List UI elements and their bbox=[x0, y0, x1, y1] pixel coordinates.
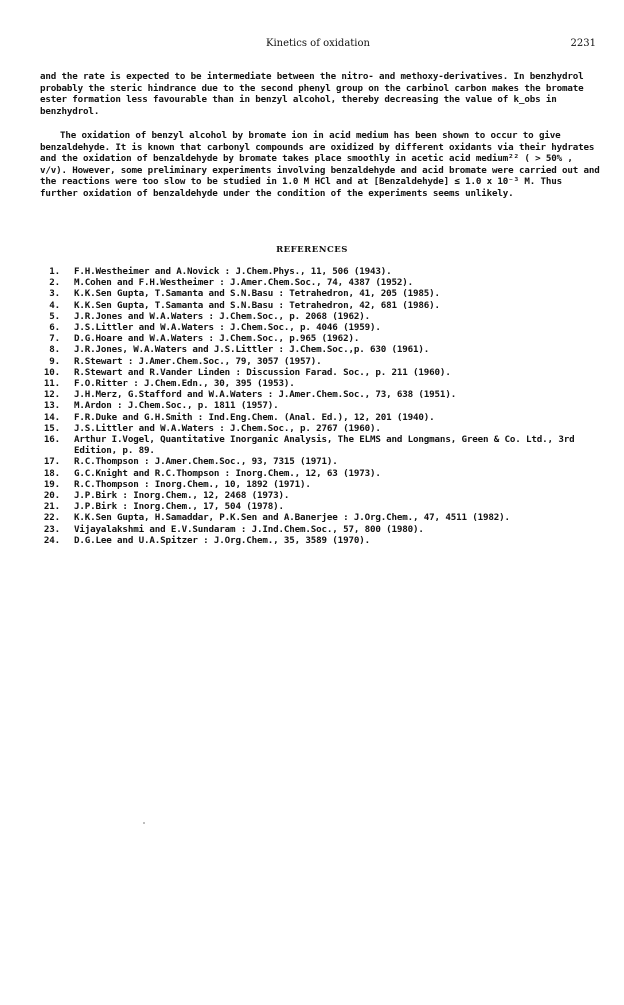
reference-text: M.Cohen and F.H.Westheimer : J.Amer.Chem.Soc., 74, 4387 (1952). bbox=[74, 277, 414, 289]
reference-number: 23. bbox=[43, 523, 60, 535]
reference-text: D.G.Lee and U.A.Spitzer : J.Org.Chem., 35, 3589 (1970). bbox=[74, 534, 370, 546]
reference-text: F.R.Duke and G.H.Smith : Ind.Eng.Chem. (Anal. Ed.), 12, 201 (1940). bbox=[74, 411, 435, 423]
page-header bbox=[40, 38, 596, 52]
reference-number: 21. bbox=[43, 501, 60, 513]
reference-text: G.C.Knight and R.C.Thompson : Inorg.Chem., 12, 63 (1973). bbox=[74, 467, 381, 479]
reference-item bbox=[40, 479, 600, 490]
reference-number: 22. bbox=[43, 512, 60, 524]
reference-text: J.H.Merz, G.Stafford and W.A.Waters : J.Amer.Chem.Soc., 73, 638 (1951). bbox=[74, 389, 457, 401]
reference-text: Vijayalakshmi and E.V.Sundaram : J.Ind.Chem.Soc., 57, 800 (1980). bbox=[74, 523, 424, 535]
reference-item bbox=[40, 501, 600, 512]
reference-number: 6. bbox=[49, 322, 60, 334]
reference-text: J.R.Jones and W.A.Waters : J.Chem.Soc., p. 2068 (1962). bbox=[74, 310, 370, 322]
reference-text: R.Stewart and R.Vander Linden : Discussion Farad. Soc., p. 211 (1960). bbox=[74, 366, 451, 378]
reference-number: 17. bbox=[43, 456, 60, 468]
reference-item bbox=[40, 512, 600, 523]
reference-text: K.K.Sen Gupta, T.Samanta and S.N.Basu : Tetrahedron, 42, 681 (1986). bbox=[74, 299, 440, 311]
scan-speck bbox=[143, 822, 145, 824]
reference-text: J.P.Birk : Inorg.Chem., 12, 2468 (1973). bbox=[74, 490, 290, 502]
reference-item bbox=[40, 535, 600, 546]
reference-text: R.C.Thompson : J.Amer.Chem.Soc., 93, 7315 (1971). bbox=[74, 456, 338, 468]
reference-item bbox=[40, 456, 600, 467]
reference-item bbox=[40, 356, 600, 367]
reference-text: D.G.Hoare and W.A.Waters : J.Chem.Soc., p.965 (1962). bbox=[74, 333, 360, 345]
body-paragraph-2: The oxidation of benzyl alcohol by bromate ion in acid medium has been shown to occur to give benzaldehyde. It is known that carbonyl compounds are oxidized by different oxidants via their hydrates and the oxidation of benzaldehyde by bromate takes place smoothly in acetic acid medium²² ( > 50% , v/v). However, some preliminary experiments involving benzaldehyde and acid bromate were carried out and the reactions were too slow to be studied in 1.0 M HCl and at [Benzaldehyde] ≤ 1.0 x 10⁻³ M. Thus further oxidation of benzaldehyde under the condition of the experiments seems unlikely. bbox=[40, 130, 600, 199]
reference-text: R.Stewart : J.Amer.Chem.Soc., 79, 3057 (1957). bbox=[74, 355, 322, 367]
reference-number: 7. bbox=[49, 333, 60, 345]
reference-number: 5. bbox=[49, 310, 60, 322]
reference-text: F.O.Ritter : J.Chem.Edn., 30, 395 (1953). bbox=[74, 378, 295, 390]
reference-number: 24. bbox=[43, 534, 60, 546]
reference-number: 14. bbox=[43, 411, 60, 423]
reference-number: 1. bbox=[49, 266, 60, 277]
reference-item bbox=[40, 434, 600, 456]
reference-text: Arthur I.Vogel, Quantitative Inorganic Analysis, The ELMS and Longmans, Green & Co. Ltd., 3rd Edition, p. 89. bbox=[74, 434, 575, 457]
reference-number: 10. bbox=[43, 366, 60, 378]
reference-text: K.K.Sen Gupta, T.Samanta and S.N.Basu : Tetrahedron, 41, 205 (1985). bbox=[74, 288, 440, 300]
reference-item bbox=[40, 322, 600, 333]
reference-item bbox=[40, 266, 600, 277]
reference-item bbox=[40, 344, 600, 355]
reference-number: 9. bbox=[49, 355, 60, 367]
reference-item bbox=[40, 333, 600, 344]
references-list bbox=[40, 266, 600, 546]
body-paragraph-1: and the rate is expected to be intermediate between the nitro- and methoxy-derivatives. In benzhydrol probably the steric hindrance due to the second phenyl group on the carbinol carbon makes the bromate ester formation less favourable than in benzyl alcohol, thereby decreasing the value of k_obs in benzhydrol. bbox=[40, 71, 584, 117]
reference-item bbox=[40, 300, 600, 311]
reference-item bbox=[40, 400, 600, 411]
reference-item bbox=[40, 378, 600, 389]
reference-item bbox=[40, 468, 600, 479]
reference-text: R.C.Thompson : Inorg.Chem., 10, 1892 (1971). bbox=[74, 478, 311, 490]
reference-item bbox=[40, 389, 600, 400]
reference-number: 2. bbox=[49, 277, 60, 289]
reference-number: 18. bbox=[43, 467, 60, 479]
reference-number: 20. bbox=[43, 490, 60, 502]
reference-text: J.P.Birk : Inorg.Chem., 17, 504 (1978). bbox=[74, 501, 284, 513]
references-heading: REFERENCES bbox=[276, 245, 348, 255]
page-number: 2231 bbox=[570, 38, 596, 49]
reference-number: 13. bbox=[43, 400, 60, 412]
reference-item bbox=[40, 412, 600, 423]
reference-text: K.K.Sen Gupta, H.Samaddar, P.K.Sen and A.Banerjee : J.Org.Chem., 47, 4511 (1982). bbox=[74, 512, 510, 524]
reference-number: 16. bbox=[43, 434, 60, 446]
reference-item bbox=[40, 288, 600, 299]
reference-text: J.S.Littler and W.A.Waters : J.Chem.Soc., p. 4046 (1959). bbox=[74, 322, 381, 334]
reference-number: 15. bbox=[43, 422, 60, 434]
reference-text: M.Ardon : J.Chem.Soc., p. 1811 (1957). bbox=[74, 400, 279, 412]
reference-item bbox=[40, 311, 600, 322]
reference-item bbox=[40, 490, 600, 501]
reference-number: 19. bbox=[43, 478, 60, 490]
reference-item bbox=[40, 277, 600, 288]
reference-number: 3. bbox=[49, 288, 60, 300]
reference-number: 4. bbox=[49, 299, 60, 311]
reference-text: J.S.Littler and W.A.Waters : J.Chem.Soc., p. 2767 (1960). bbox=[74, 422, 381, 434]
reference-item bbox=[40, 524, 600, 535]
reference-number: 12. bbox=[43, 389, 60, 401]
reference-text: J.R.Jones, W.A.Waters and J.S.Littler : J.Chem.Soc.,p. 630 (1961). bbox=[74, 344, 430, 356]
reference-number: 11. bbox=[43, 378, 60, 390]
reference-item bbox=[40, 367, 600, 378]
reference-text: F.H.Westheimer and A.Novick : J.Chem.Phys., 11, 506 (1943). bbox=[74, 266, 392, 277]
reference-item bbox=[40, 423, 600, 434]
reference-number: 8. bbox=[49, 344, 60, 356]
running-title: Kinetics of oxidation bbox=[266, 38, 370, 49]
